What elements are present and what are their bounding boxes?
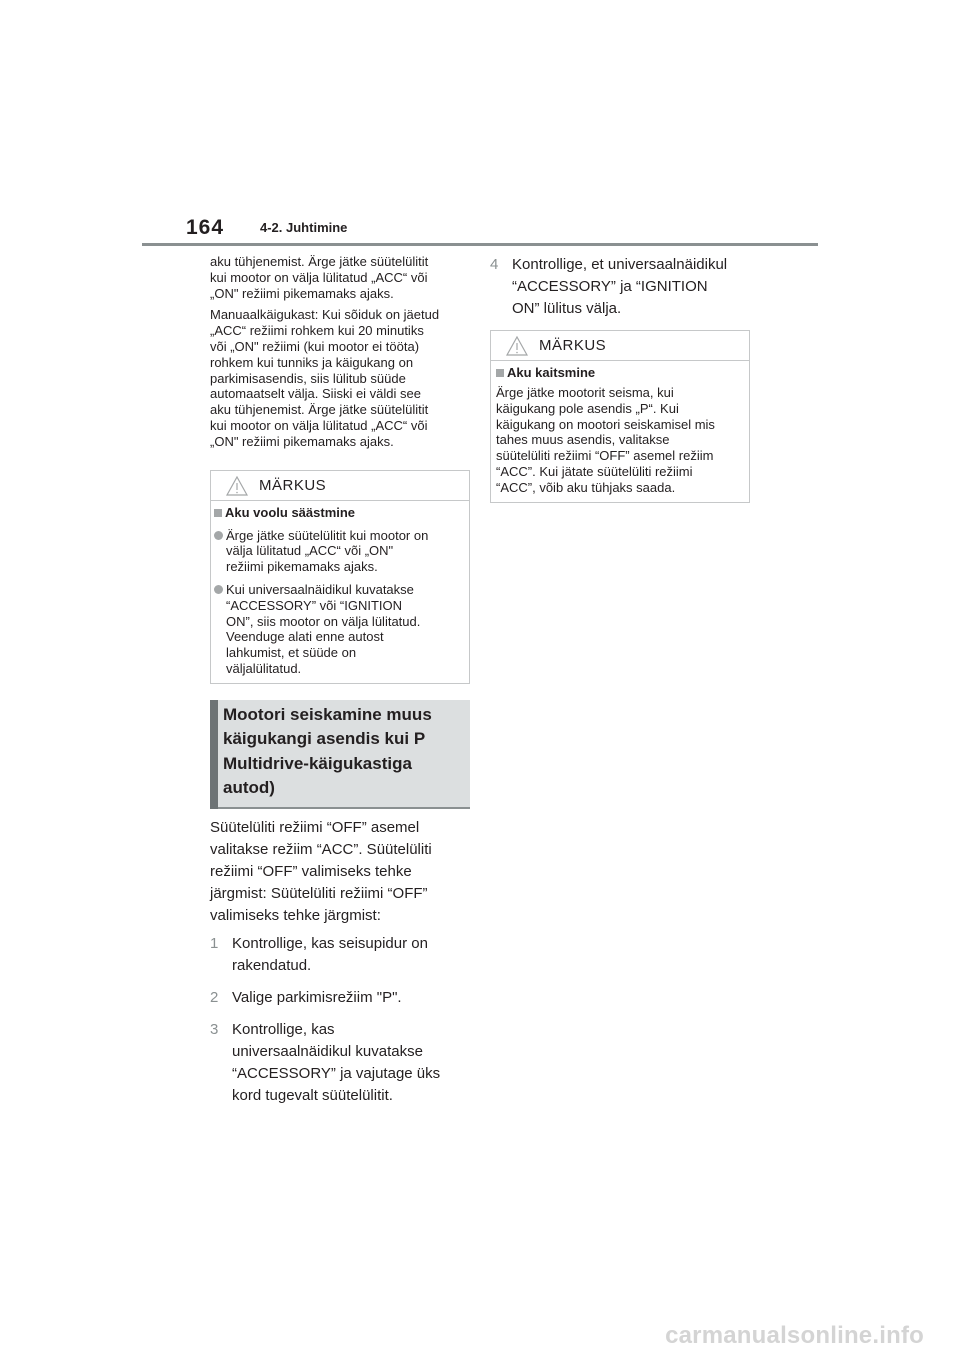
step-1: 1 Kontrollige, kas seisupidur on rakendatud. [210, 934, 428, 974]
paragraph-continued: aku tühjenemist. Ärge jätke süütelülitit kui mootor on välja lülitatud „ACC“ või „ON" režiimi pikemamaks ajaks. [210, 254, 429, 301]
list-item: Ärge jätke süütelülitit kui mootor on välja lülitatud „ACC“ või „ON" režiimi pikemamaks ajaks. [214, 528, 463, 575]
bullet-icon [214, 585, 223, 594]
square-bullet-icon [496, 369, 504, 377]
warning-triangle-icon [506, 336, 528, 356]
page-number: 164 [186, 216, 225, 239]
notice-text: Ärge jätke mootorit seisma, kui käigukang pole asendis „P“. Kui käigukang on mootori seiskamisel mis tahes muus asendis, valitakse süütelüliti režiimi “OFF” asemel režiim “ACC”. Kui jätate süütelüliti režiimi “ACC”, võib aku tühjaks saada. [496, 385, 715, 495]
notice-body [211, 501, 469, 683]
paragraph-manual-transmission: Manuaalkäigukast: Kui sõiduk on jäetud „ACC“ režiimi rohkem kui 20 minutiks või „ON" režiimi (kui mootor ei tööta) rohkem kui tunniks ja käigukang on parkimisasendis, siis lülitub süüde automaatselt välja. Siiski ei väldi see aku tühjenemist. Ärge jätke süütelülitit kui mootor on välja lülitatud „ACC“ või „ON" režiimi pikemamaks ajaks. [210, 307, 440, 449]
notice-subheading: Aku voolu säästmine [214, 505, 463, 521]
header-rule [142, 243, 818, 246]
notice-subheading: Aku kaitsmine [496, 365, 743, 381]
step-2: 2 Valige parkimisrežiim "P". [210, 988, 402, 1006]
section-heading: Mootori seiskamine muus käigukangi asendis kui P Multidrive-käigukastiga autod) [210, 700, 470, 809]
warning-triangle-icon [226, 476, 248, 496]
notice-body [491, 361, 749, 502]
heading-accent-bar [210, 700, 218, 809]
notice-header [491, 331, 749, 361]
bullet-icon [214, 531, 223, 540]
notice-box-battery-protection [490, 330, 750, 503]
right-column [490, 254, 752, 503]
step-4: 4 Kontrollige, et universaalnäidikul “ACCESSORY” ja “IGNITION ON” lülitus välja. [490, 256, 728, 317]
notice-title: MÄRKUS [539, 337, 607, 354]
list-item: Kui universaalnäidikul kuvatakse “ACCESSORY” või “IGNITION ON”, siis mootor on välja lülitatud. Veenduge alati enne autost lahkumist, et süüde on väljalülitatud. [214, 582, 463, 677]
step-3: 3 Kontrollige, kas universaalnäidikul kuvatakse “ACCESSORY” ja vajutage üks kord tugevalt süütelülitit. [210, 1020, 441, 1104]
notice-title: MÄRKUS [259, 476, 327, 494]
left-column [210, 254, 470, 1107]
square-bullet-icon [214, 509, 222, 517]
notice-header [211, 471, 469, 501]
notice-box-battery-saving [210, 470, 470, 684]
watermark: carmanualsonline.info [665, 1322, 924, 1349]
intro-paragraph: Süütelüliti režiimi “OFF” asemel valitakse režiim “ACC”. Süütelüliti režiimi “OFF” valimiseks tehke järgmist: Süütelüliti režiimi “OFF” valimiseks tehke järgmist: [210, 818, 432, 924]
section-title: 4-2. Juhtimine [260, 220, 348, 235]
